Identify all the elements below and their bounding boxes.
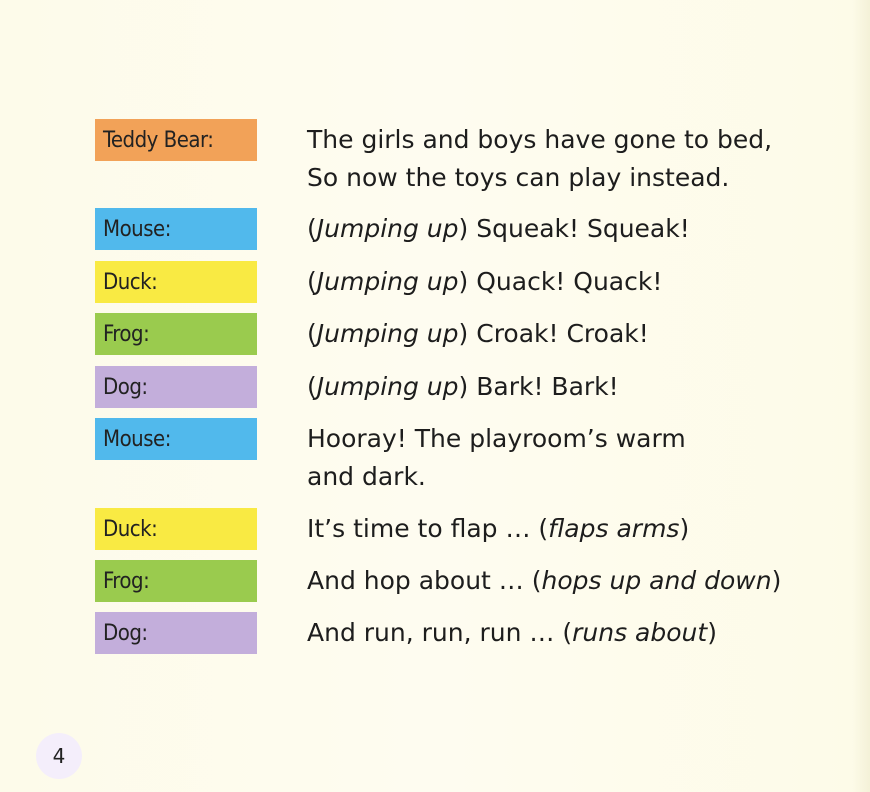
speaker-label: Teddy Bear: <box>95 119 257 161</box>
dialogue-line <box>307 562 847 600</box>
dialogue-line <box>307 368 847 406</box>
dialogue-line <box>307 263 847 301</box>
stage-direction: Jumping up <box>316 372 459 401</box>
dialogue-text: ( <box>307 372 317 401</box>
stage-direction: hops up and down <box>541 566 772 595</box>
dialogue-text: ) Bark! Bark! <box>458 372 619 401</box>
stage-direction: Jumping up <box>316 267 459 296</box>
dialogue-text: ( <box>307 214 317 243</box>
dialogue-line <box>307 458 847 496</box>
dialogue-text: ) <box>707 618 717 647</box>
stage-direction: flaps arms <box>548 514 680 543</box>
dialogue-text: The girls and boys have gone to bed, <box>307 125 773 154</box>
dialogue-text: ) Squeak! Squeak! <box>458 214 690 243</box>
dialogue-line <box>307 121 847 159</box>
speaker-label: Frog: <box>95 560 257 602</box>
dialogue-text: ( <box>307 267 317 296</box>
dialogue-text: And run, run, run … ( <box>307 618 573 647</box>
dialogue-text: It’s time to flap … ( <box>307 514 549 543</box>
dialogue-text: ) Croak! Croak! <box>458 319 649 348</box>
dialogue-text: ( <box>307 319 317 348</box>
speaker-label: Dog: <box>95 612 257 654</box>
page-number: 4 <box>36 733 82 779</box>
speaker-label: Duck: <box>95 261 257 303</box>
stage-direction: Jumping up <box>316 214 459 243</box>
dialogue-line <box>307 420 847 458</box>
stage-direction: Jumping up <box>316 319 459 348</box>
dialogue-text: ) <box>679 514 690 543</box>
dialogue-text: and dark. <box>307 462 426 491</box>
dialogue-line <box>307 315 847 353</box>
speaker-label: Duck: <box>95 508 257 550</box>
dialogue-text: ) <box>771 566 782 595</box>
dialogue-text: Hooray! The playroom’s warm <box>307 424 686 453</box>
speaker-label: Frog: <box>95 313 257 355</box>
dialogue-text: ) Quack! Quack! <box>458 267 663 296</box>
dialogue-line <box>307 510 847 548</box>
dialogue-text: And hop about … ( <box>307 566 542 595</box>
speaker-label: Dog: <box>95 366 257 408</box>
dialogue-line <box>307 210 847 248</box>
dialogue-line <box>307 159 847 197</box>
speaker-label: Mouse: <box>95 418 257 460</box>
stage-direction: runs about <box>572 618 708 647</box>
dialogue-text: So now the toys can play instead. <box>307 163 730 192</box>
speaker-label: Mouse: <box>95 208 257 250</box>
dialogue-line <box>307 614 847 652</box>
page-gutter-shadow <box>852 0 870 792</box>
